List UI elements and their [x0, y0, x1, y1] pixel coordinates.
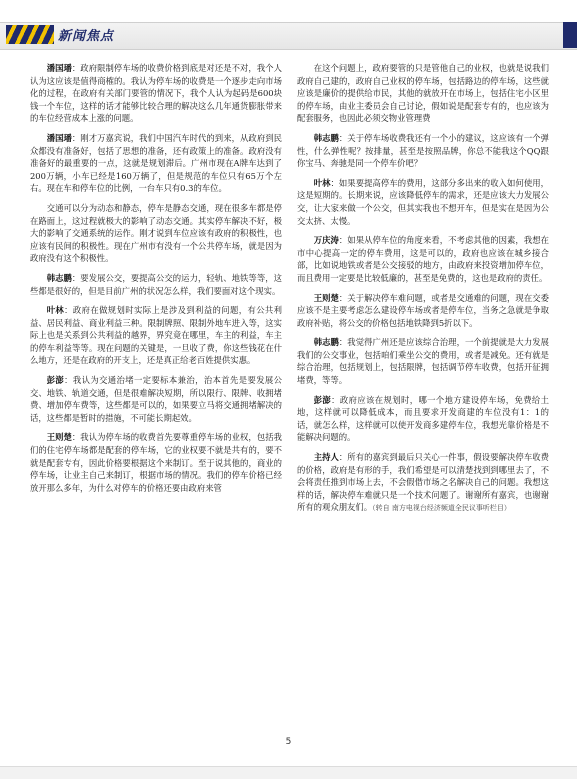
paragraph-text: ：我觉得广州还是应该综合治理，一个前提就是大力发展我们的公交事业，包括咱们乘坐公交的费用，或者是减免。还有就是综合治理，包括规划上，包括限牌，包括调节停车收费，包括开征拥堵费，等等。	[297, 337, 549, 386]
speaker-name: 王则楚	[313, 292, 339, 303]
paragraph	[30, 132, 282, 195]
speaker-name: 潘国璠	[46, 132, 72, 143]
page-number: 5	[285, 737, 292, 747]
paragraph	[297, 62, 549, 125]
speaker-name: 王则楚	[46, 432, 72, 443]
paragraph-text: ：关于解决停车难问题，或者是交通难的问题，现在交委应该不是主要考虑怎么建设停车场或者是停车位，当务之急就是争取政府补贴，将公交的价格包括地铁降到5折以下。	[297, 292, 549, 328]
paragraph	[30, 202, 282, 265]
paragraph-text: ：刚才万嘉宾说，我们中国汽车时代的到来，从政府到民众都没有准备好，包括了思想的准备，还有政策上的准备。政府没有准备好的最重要的一点，这就是规划滞后。广州市现在A牌车达到了200万辆，小车已经是160万辆了，但是规范的车位只有65万个左右。现在车和停车位的比例，一台车只有0.3的车位。	[30, 132, 282, 194]
paragraph-text: ：我认为停车场的收费首先要尊重停车场的业权，包括我们的住宅停车场都是配套的停车场，它的业权要不就是共有的，要不就是配套专有，因此价格要根据这个来制订。至于说其他的，商业的停车场，让业主自己来制订，根据市场的情况。我们的停车价格已经放开那么多年，为什么对停车的价格还要由政府来管	[30, 432, 282, 493]
speaker-name: 韩志鹏	[313, 337, 339, 348]
header-corner-block	[563, 22, 577, 48]
paragraph-text: ：关于停车场收费我还有一个小的建议，这应该有一个弹性，什么弹性呢？按排量，甚至是按照品牌，你总不能我这个QQ跟你宝马、奔驰是同一个停车价吧？	[297, 132, 549, 169]
stripe-logo-icon	[6, 25, 54, 44]
paragraph-text: ：我认为交通治堵一定要标本兼治，治本首先是要发展公交、地铁、轨道交通，但是很难解决短期，所以限行、限牌、收拥堵费、增加停车费等，这些都是可以的，如果要立马将交通拥堵解决的话，这些都是暂时的措施，不可能长期起效。	[30, 375, 283, 423]
paragraph-text: ：政府在做规划时实际上是涉及到利益的问题，有公共利益、居民利益、商业利益三种。限制牌照、限制外地车进入等，这实际上也是关系到公共利益的越界，界究竟在哪里，车主的利益，车主的停车利益等等。现在问题的关键是，一旦收了费，你这些钱花在什么地方，还是在政府的开支上，还是真正给老百姓提供实惠。	[30, 305, 283, 366]
paragraph-text: ：政府限制停车场的收费价格到底是对还是不对，我个人认为这应该是值得商榷的。我认为停车场的收费是一个逐步走向市场化的过程，在政府有关部门要管的情况下，我个人认为起码是600块钱一个车位，这样的话才能够比较合理的解决这么几年通货膨胀带来的车位经营成本上涨的问题。	[30, 63, 282, 124]
paragraph-text: ：政府应该在规划时，哪一个地方建设停车场，免费给土地，这样就可以降低成本，而且要求开发商建的车位没有1：1的话，就怎么样，这样就可以使开发商多建停车位，我想光靠价格是不能解决问题的。	[297, 394, 550, 443]
paragraph-text: ：如果从停车位的角度来看，不考虑其他的因素，我想在市中心提高一定的停车费用，这是可以的，政府也应该在城乡接合部，比如说地铁或者是公交接驳的地方，由政府来投资增加停车位，而且费用一定要是比较低廉的，甚至是免费的，这也是政府的责任。	[297, 235, 549, 283]
paragraph	[30, 304, 282, 367]
paragraph-text: ：所有的嘉宾到最后只关心一件事，假设要解决停车收费的价格，政府是有形的手，我们希望是可以清楚找到到哪里去了，不会将责任推到市场上去，不会假借市场之名解决自己的问题。我想这样的话，解决停车难就只是一个技术问题了。谢谢所有嘉宾，也谢谢所有的观众朋友们。	[297, 452, 549, 513]
paragraph	[297, 336, 549, 386]
paragraph	[297, 234, 549, 284]
speaker-name: 叶林	[46, 305, 65, 316]
speaker-name: 万庆涛	[313, 235, 339, 246]
footer-bar	[0, 766, 577, 779]
speaker-name: 韩志鹏	[313, 132, 339, 143]
right-column	[297, 62, 549, 522]
speaker-name: 彭澎	[313, 394, 332, 405]
speaker-name: 潘国璠	[46, 63, 72, 73]
speaker-name: 彭澎	[46, 375, 65, 386]
paragraph	[30, 431, 282, 494]
paragraph	[297, 292, 549, 330]
section-header	[0, 22, 577, 48]
paragraph	[297, 177, 549, 227]
left-column	[30, 62, 282, 501]
paragraph-text: ：如果要提高停车的费用，这部分多出来的收入如何使用，这是短期的。长期来说，应该降低停车的需求，还是应该大力发展公交，让大家来做一个公交，但其实我也不想开车，但是实在是因为公交太挤、太慢。	[297, 177, 549, 226]
paragraph	[297, 394, 549, 444]
paragraph	[30, 272, 282, 297]
paragraph	[30, 374, 282, 424]
speaker-name: 叶林	[313, 177, 331, 188]
speaker-name: 韩志鹏	[46, 272, 72, 283]
paragraph-text: ：要发展公交，要提高公交的运力，轻轨、地铁等等，这些都是很好的，但是目前广州的状况怎么样，我们要面对这个现实。	[30, 272, 282, 296]
section-title: 新闻焦点	[58, 29, 115, 44]
paragraph	[30, 62, 282, 125]
source-note: （转自 南方电视台经济频道全民议事听栏目）	[372, 504, 511, 513]
speaker-name: 主持人	[313, 452, 339, 463]
paragraph-text: 交通可以分为动态和静态，停车是静态交通，现在很多车都是停在路面上，这过程就极大的影响了动态交通。其实停车解决不好，极大的影响了交通系统的运作。刚才说到车位应该有政府的积极性，也应该有民间的积极性。现在广州市有没有一个公共停车场，就是因为政府没有这个积极性。	[30, 202, 282, 264]
paragraph	[297, 451, 549, 515]
article-body	[30, 62, 549, 732]
paragraph	[297, 132, 549, 170]
paragraph-text: 在这个问题上，政府要管的只是管他自己的业权，也就是说我们政府自己建的，政府自己业权的停车场，包括路边的停车场，这些就应该是廉价的提供给市民，其他的就放开在市场上，包括住宅小区里的停车场，由业主委员会自己讨论，假如说是配套专有的，也应该为配套服务，也因此必须交物业管理费	[297, 63, 549, 124]
